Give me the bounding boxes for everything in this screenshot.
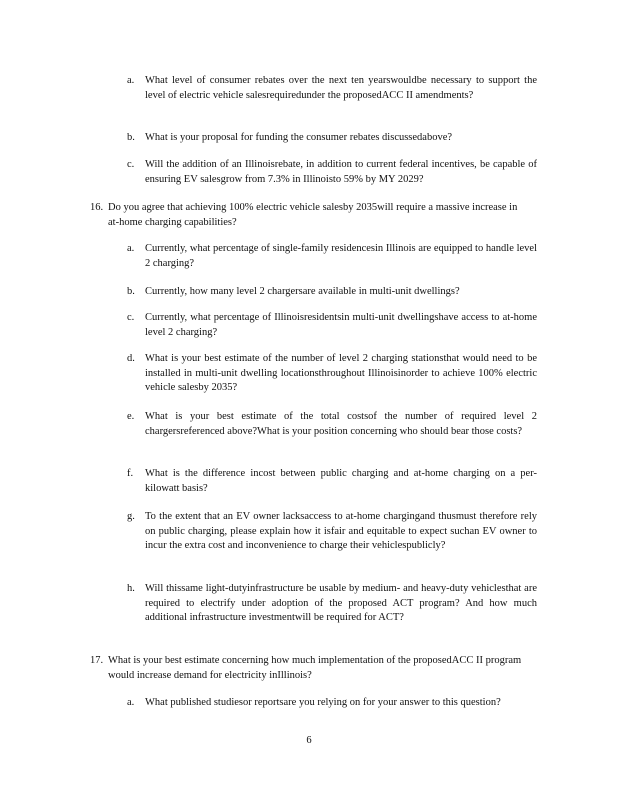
list-item xyxy=(127,352,537,396)
list-item xyxy=(127,158,537,187)
question-number: 17. xyxy=(90,655,104,666)
item-text: What published studiesor reportsare you relying on for your answer to this question? xyxy=(145,697,501,708)
question-text: What is your best estimate concerning how much implementation of the proposedACC II program would increase demand for electricity inIllinois? xyxy=(108,655,522,681)
item-text: Currently, what percentage of Illinoisresidentsin multi-unit dwellingshave access to at-home level 2 charging? xyxy=(145,312,537,338)
item-text: Will the addition of an Illinoisrebate, in addition to current federal incentives, be capable of ensuring EV salesgrow from 7.3% in Illinoisto 59% by MY 2029? xyxy=(145,159,537,185)
item-label: b. xyxy=(127,286,135,297)
item-text: Currently, what percentage of single-family residencesin Illinois are equipped to handle level 2 charging? xyxy=(145,243,537,269)
item-text: What is the difference incost between public charging and at-home charging on a per-kilowatt basis? xyxy=(145,468,537,494)
item-label: c. xyxy=(127,312,135,323)
item-label: h. xyxy=(127,583,135,594)
question-number: 16. xyxy=(90,202,104,213)
item-label: c. xyxy=(127,159,135,170)
list-item xyxy=(127,696,537,711)
item-label: f. xyxy=(127,468,134,479)
page-number: 6 xyxy=(306,735,312,746)
question-16 xyxy=(90,201,530,230)
item-text: What is your best estimate of the number of level 2 charging stationsthat would need to be installed in multi-unit dwelling locationsthroughout Illinoisinorder to achieve 100% electric vehicle salesby 2035? xyxy=(145,353,537,393)
item-text: What is your proposal for funding the consumer rebates discussedabove? xyxy=(145,132,453,143)
list-item xyxy=(127,242,537,271)
item-label: a. xyxy=(127,697,135,708)
item-text: What level of consumer rebates over the next ten yearswouldbe necessary to support the level of electric vehicle salesrequiredunder the proposedACC II amendments? xyxy=(145,75,537,101)
question-17 xyxy=(90,654,530,683)
list-item xyxy=(127,311,537,340)
list-item xyxy=(127,285,537,300)
item-text: What is your best estimate of the total costsof the number of required level 2 chargersreferenced above?What is your position concerning who should bear those costs? xyxy=(145,411,537,437)
list-item xyxy=(127,467,537,496)
item-label: d. xyxy=(127,353,135,364)
item-text: Will thissame light-dutyinfrastructure be usable by medium- and heavy-duty vehiclesthat are required to electrify under adoption of the proposed ACT program? And how much additional infrastructure investmentwill be required for ACT? xyxy=(145,583,537,623)
list-item xyxy=(127,131,537,146)
item-label: a. xyxy=(127,243,135,254)
item-text: To the extent that an EV owner lacksaccess to at-home chargingand thusmust therefore rely on public charging, please explain how it isfair and equitable to expect suchan EV owner to incur the extra cost and inconvenience to charge their vehiclespublicly? xyxy=(145,511,537,551)
item-text: Currently, how many level 2 chargersare available in multi-unit dwellings? xyxy=(145,286,460,297)
list-item xyxy=(127,510,537,554)
list-item xyxy=(127,74,537,103)
item-label: a. xyxy=(127,75,135,86)
list-item xyxy=(127,582,537,626)
item-label: b. xyxy=(127,132,135,143)
question-text: Do you agree that achieving 100% electric vehicle salesby 2035will require a massive increase in at-home charging capabilities? xyxy=(108,202,518,228)
item-label: g. xyxy=(127,511,135,522)
list-item xyxy=(127,410,537,439)
item-label: e. xyxy=(127,411,135,422)
